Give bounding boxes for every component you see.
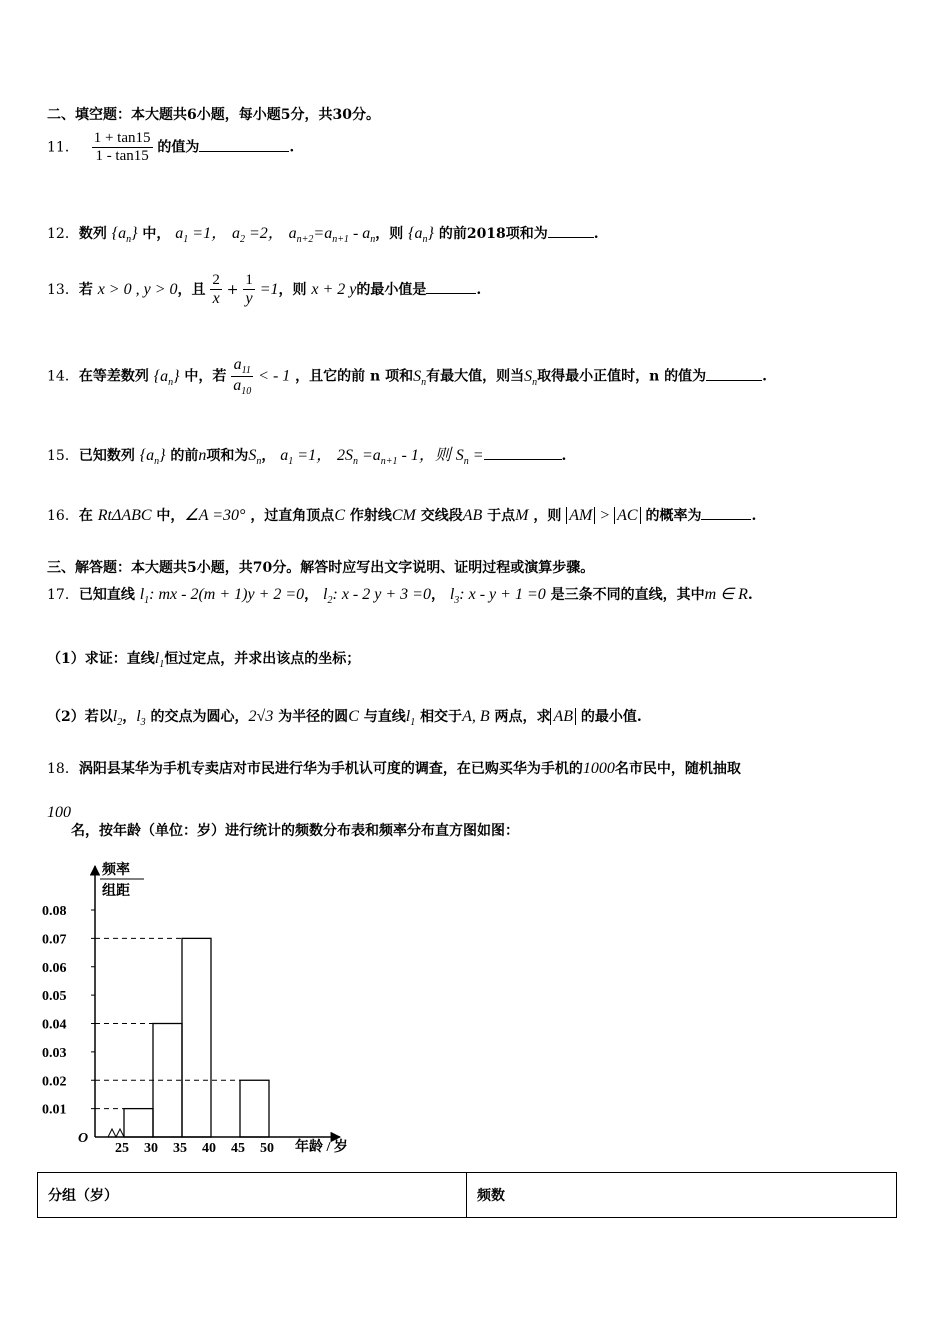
q18-text-2: 名市民中，随机抽取	[614, 761, 741, 777]
q15-a1: $a_1 =1$，	[280, 447, 333, 468]
q13-condition: x > 0 , y > 0	[97, 281, 178, 298]
q17-line-1: $l_1$: mx - 2(m + 1)y + 2 =0	[139, 586, 305, 607]
y-label-bottom: 组距	[102, 884, 130, 899]
x-tick-label: 25	[115, 1141, 129, 1156]
q17-text-1: 已知直线	[78, 587, 135, 603]
histogram-bar	[182, 938, 211, 1137]
q16-inequality: AM > AC	[566, 507, 640, 524]
table-header-count: 频数	[467, 1173, 897, 1218]
q15-answer: $S_n$ =	[455, 447, 484, 468]
frequency-table	[37, 1172, 897, 1218]
question-18-line-2	[47, 804, 519, 839]
q17-text-2: 是三条不同的直线，其中	[550, 587, 705, 603]
q16-end: .	[751, 508, 757, 524]
q17-1-text-2: 恒过定点，并求出该点的坐标；	[164, 651, 361, 667]
q12-seq-2: $\{a_n\}$	[408, 225, 434, 246]
q17-1-text-1: （1）求证：直线	[47, 651, 155, 667]
q11-fraction	[92, 130, 153, 165]
q17-2-text-4: 为半径的圆	[278, 709, 349, 725]
q12-text-4: 的前2018项和为	[438, 226, 548, 242]
q17-2-l1: $l_1$	[405, 708, 416, 729]
q17-2-AB: A, B	[462, 708, 490, 725]
y-tick-label: 0.02	[42, 1074, 67, 1090]
answer-blank	[706, 368, 762, 381]
q16-text-7: ，则	[533, 508, 562, 524]
q14-text-4: 有最大值，则当	[426, 368, 525, 385]
table-row	[38, 1173, 897, 1218]
q16-text-5: 交线段	[420, 508, 463, 524]
x-axis-label: 年龄 / 岁	[295, 1140, 348, 1155]
q14-text-1: 在等差数列	[78, 368, 149, 385]
section2-title: 二、填空题：本大题共6小题，每小题5分，共30分。	[47, 107, 380, 123]
q15-text-4: ，	[261, 448, 276, 464]
q17-line-3: $l_3$: x - y + 1 =0	[449, 586, 546, 607]
q14-text-3: ，且它的前 n 项和	[295, 368, 414, 385]
q12-text-3: ，则	[375, 226, 404, 242]
y-tick-label: 0.07	[42, 932, 67, 948]
q14-text-2: 中，若	[184, 368, 227, 385]
question-17-part-1	[47, 648, 360, 670]
q15-text-1: 已知数列	[78, 448, 135, 464]
x-tick-label: 30	[144, 1141, 158, 1156]
q15-text-3: 项和为	[206, 448, 249, 464]
q17-2-text-5: 与直线	[363, 709, 406, 725]
x-tick-label: 50	[260, 1141, 274, 1156]
y-tick-label: 0.04	[42, 1017, 67, 1033]
q13-plus: +	[226, 282, 239, 298]
q13-text-2: ，且	[177, 282, 206, 298]
q15-end: .	[561, 448, 567, 464]
q17-2-text-1: （2）若以	[47, 709, 113, 725]
x-tick-label: 35	[173, 1141, 187, 1156]
q16-AB: AB	[462, 507, 483, 524]
q11-numerator: 1 + tan15	[93, 130, 151, 146]
q11-denominator: 1 - tan15	[95, 148, 149, 164]
q16-number: 16．	[47, 508, 79, 524]
y-tick-labels	[42, 904, 95, 1118]
q14-sum-2: $S_n$	[524, 367, 538, 388]
q13-end: .	[476, 282, 482, 298]
q14-sum: $S_n$	[413, 367, 427, 388]
q12-end: .	[593, 226, 599, 242]
question-14	[47, 356, 767, 397]
axis-break-icon	[108, 1129, 124, 1137]
q16-C: C	[334, 507, 345, 524]
q13-text-3: ，则	[278, 282, 307, 298]
question-15	[47, 442, 566, 467]
y-label-top: 频率	[102, 863, 130, 878]
q16-text-6: 于点	[487, 508, 516, 524]
q18-text-3: 名，按年龄（单位：岁）进行统计的频数分布表和频率分布直方图如图：	[71, 823, 519, 839]
q13-equation: =1	[259, 281, 279, 298]
q15-equation: $2S_n =a_{n+1} - 1$，则	[336, 447, 451, 468]
q17-2-l3: $l_3$	[136, 708, 146, 729]
q16-triangle: RtΔABC	[97, 507, 152, 524]
q17-m-in-R: m ∈ R	[704, 586, 748, 603]
q15-seq: $\{a_n\}$	[139, 447, 166, 468]
answer-blank	[484, 447, 562, 460]
q16-text-8: 的概率为	[645, 508, 702, 524]
q12-recurrence: $a_{n+2}=a_{n+1} - a_n$	[288, 225, 376, 246]
question-16	[47, 505, 756, 525]
q14-seq: $\{a_n\}$	[153, 367, 180, 388]
q17-1-l1: $l_1$	[154, 650, 165, 671]
question-12	[47, 220, 599, 245]
q18-n1: 1000	[582, 760, 615, 777]
q12-number: 12．	[47, 226, 79, 242]
x-tick-labels	[115, 1141, 274, 1156]
section3-title: 三、解答题：本大题共5小题，共70分。解答时应写出文字说明、证明过程或演算步骤。	[47, 560, 595, 576]
table-header-group: 分组（岁）	[38, 1173, 467, 1218]
q13-text-1: 若	[78, 282, 93, 298]
q16-text-4: 作射线	[349, 508, 392, 524]
y-tick-label: 0.03	[42, 1045, 67, 1061]
q17-2-abs: AB	[550, 708, 576, 725]
q12-text-2: 中，	[142, 226, 171, 242]
q11-number: 11．	[47, 139, 79, 156]
q14-fraction: $\frac{a_{11}}{a_{10}}$	[233, 356, 252, 398]
q18-number: 18．	[47, 761, 79, 777]
q11-end: .	[289, 139, 295, 156]
q18-text-1: 涡阳县某华为手机专卖店对市民进行华为手机认可度的调查，在已购买华为手机的	[78, 761, 583, 777]
q17-end: .	[747, 587, 753, 603]
q13-frac-2: $\frac{1}{y}$	[245, 272, 253, 307]
q17-2-C: C	[348, 708, 359, 725]
q16-angle: ∠A =30°	[184, 507, 246, 524]
histogram	[40, 858, 380, 1158]
q15-text-2: 的前	[170, 448, 199, 464]
q14-number: 14．	[47, 368, 79, 385]
q17-2-text-6: 相交于	[420, 709, 463, 725]
q17-2-text-7: 两点，求	[494, 709, 551, 725]
q14-text-5: 取得最小正值时，n 的值为	[537, 368, 707, 385]
y-tick-label: 0.06	[42, 960, 67, 976]
answer-blank	[701, 507, 751, 520]
q15-n: n	[198, 447, 207, 464]
question-13	[47, 272, 481, 308]
q17-line-2: $l_2$: x - 2 y + 3 =0	[323, 586, 431, 607]
q17-number: 17．	[47, 587, 79, 603]
q17-2-text-8: 的最小值.	[580, 709, 642, 725]
q12-a2: $a_2 =2$，	[231, 225, 284, 246]
histogram-bar	[240, 1080, 269, 1137]
q16-text-2: 中，	[156, 508, 185, 524]
q18-n2: 100	[47, 804, 71, 821]
answer-blank	[199, 139, 289, 152]
y-tick-label: 0.08	[42, 904, 67, 919]
q14-end: .	[762, 368, 768, 385]
q17-2-l2: $l_2$	[112, 708, 123, 729]
histogram-bar	[124, 1109, 153, 1137]
q12-seq: $\{a_n\}$	[111, 225, 138, 246]
x-tick-label: 45	[231, 1141, 245, 1156]
q16-CM: CM	[391, 507, 416, 524]
q16-text-3: ，过直角顶点	[250, 508, 335, 524]
question-17: 17．已知直线 $l_1$: mx - 2(m + 1)y + 2 =0， $l_2$: x - 2 y + 3 =0， $l_3$: x - y + 1 =0 是三条不同的直线，其中m ∈ R.	[47, 586, 753, 607]
q13-number: 13．	[47, 282, 79, 298]
q15-number: 15．	[47, 448, 79, 464]
q11-text: 的值为	[157, 139, 200, 156]
origin-label: O	[78, 1131, 89, 1146]
question-18	[47, 758, 741, 778]
y-tick-label: 0.05	[42, 989, 67, 1005]
q16-M: M	[515, 507, 529, 524]
q12-text-1: 数列	[78, 226, 107, 242]
q13-expression: x + 2 y	[311, 281, 357, 298]
q13-text-4: 的最小值是	[356, 282, 427, 298]
answer-blank	[548, 225, 594, 238]
q17-2-radius: 2√3	[248, 708, 274, 725]
q17-2-text-3: 的交点为圆心，	[150, 709, 249, 725]
question-11	[47, 130, 294, 165]
q15-sum: $S_n$	[248, 447, 262, 468]
x-tick-label: 40	[202, 1141, 216, 1156]
histogram-bars	[124, 938, 269, 1137]
y-tick-label: 0.01	[42, 1102, 67, 1118]
answer-blank	[426, 281, 476, 294]
q14-inequality: < - 1	[258, 367, 291, 385]
q13-frac-1: $\frac{2}{x}$	[212, 272, 220, 307]
q12-a1: $a_1 =1$，	[175, 225, 228, 246]
question-17-part-2: （2）若以$l_2$，$l_3$ 的交点为圆心，2√3 为半径的圆C 与直线$l_1$ 相交于A, B 两点，求 AB 的最小值.	[47, 708, 642, 729]
q16-text-1: 在	[78, 508, 93, 524]
